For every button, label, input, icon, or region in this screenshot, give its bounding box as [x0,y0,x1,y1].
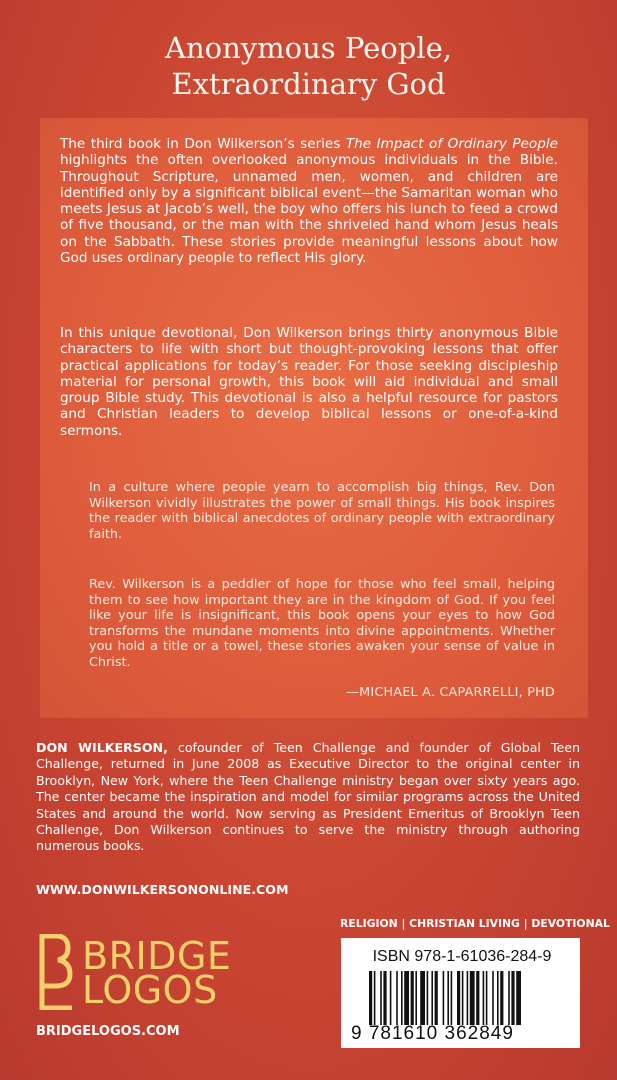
barcode-bar [470,971,475,1025]
barcode-bar [427,971,429,1025]
barcode-digits: 9 781610 362849 [351,1023,514,1044]
p1-text-end: highlights the often overlooked anonymous individuals in the Bible. Throughout Scripture, unnamed men, women, and children are identified only by a significant biblical event—the Samaritan woman who meets Jesus at Jacob’s well, the boy who offers his lunch to feed a crowd of five thousand, or the man with the shriveled hand whom Jesus heals on the Sabbath. These stories provide meaningful lessons about how God uses ordinary people to reflect His glory. [60,152,558,267]
book-title [0,30,617,102]
barcode-bar [483,971,485,1025]
isbn-barcode [341,938,580,1048]
title-line-1: Anonymous People, [165,31,452,65]
category-labels: RELIGION | CHRISTIAN LIVING | DEVOTIONAL [340,917,610,930]
barcode-bar [374,971,376,1025]
barcode-bar [451,971,453,1025]
barcode-bar [380,971,382,1025]
barcode-bar [500,971,503,1025]
author-website: WWW.DONWILKERSONONLINE.COM [36,882,289,897]
barcode-bar [369,971,372,1025]
barcode-bar [511,971,514,1025]
barcode-bar [396,971,398,1025]
barcode-bar [486,971,488,1025]
barcode-bar [516,971,521,1025]
endorsement-paragraph-1: In a culture where people yearn to accomplish big things, Rev. Don Wilkerson vividly illustrates the power of small things. His book inspires the reader with biblical anecdotes of ordinary people with extraordinary faith. [89,480,555,542]
barcode-bar [462,971,464,1025]
author-bio-text: cofounder of Teen Challenge and founder of Global Teen Challenge, returned in June 2008 as Executive Director to the original center in Brooklyn, New York, where the Teen Challenge ministry began over sixty years ago. The center became the inspiration and model for similar programs across the United States and around the world. Now serving as President Emeritus of Brooklyn Teen Challenge, Don Wilkerson continues to serve the ministry through authoring numerous books. [36,740,580,854]
description-paragraph-1 [60,136,558,266]
author-name: DON WILKERSON, [36,740,168,755]
barcode-bar [383,971,386,1025]
title-line-2: Extraordinary God [171,67,446,101]
barcode-bar [404,971,409,1025]
endorsement-paragraph-2: Rev. Wilkerson is a peddler of hope for those who feel small, helping them to see how important they are in the kingdom of God. If you feel like your life is insignificant, this book opens your eyes to how God transforms the mundane moments into divine appointments. Whether you hold a title or a towel, these stories awaken your sense of value in Christ. [89,577,555,670]
barcode-bar [435,971,438,1025]
barcode-bar [508,971,510,1025]
barcode-bar [492,971,494,1025]
barcode-bar [443,971,445,1025]
isbn-label: ISBN 978-1-61036-284-9 [372,948,552,965]
series-title: The Impact of Ordinary People [345,136,558,152]
barcode-bar [411,971,414,1025]
barcode-bar [420,971,425,1025]
barcode-bars [369,971,569,1025]
barcode-bar [497,971,499,1025]
barcode-bar [415,971,417,1025]
p1-text-start: The third book in Don Wilkerson’s series [60,136,346,152]
publisher-name-line-1: BRIDGE [82,934,232,978]
publisher-name-line-2: LOGOS [82,968,218,1012]
author-bio [36,740,580,855]
publisher-website: BRIDGELOGOS.COM [36,1024,180,1039]
barcode-bar [401,971,403,1025]
barcode-bar [457,971,460,1025]
barcode-bar [467,971,469,1025]
description-paragraph-2: In this unique devotional, Don Wilkerson brings thirty anonymous Bible characters to life with short but thought-provoking lessons that offer practical applications for today’s reader. For those seeking discipleship material for personal growth, this book will aid individual and small group Bible study. This devotional is also a helpful resource for pastors and Christian leaders to develop biblical lessons or one-of-a-kind sermons. [60,325,558,439]
barcode-bar [476,971,479,1025]
barcode-bar [447,971,449,1025]
bridge-logos-logo-icon [38,934,74,1010]
barcode-bar [431,971,433,1025]
endorsement-attribution: —MICHAEL A. CAPARRELLI, PHD [346,685,555,700]
barcode-bar [390,971,392,1025]
